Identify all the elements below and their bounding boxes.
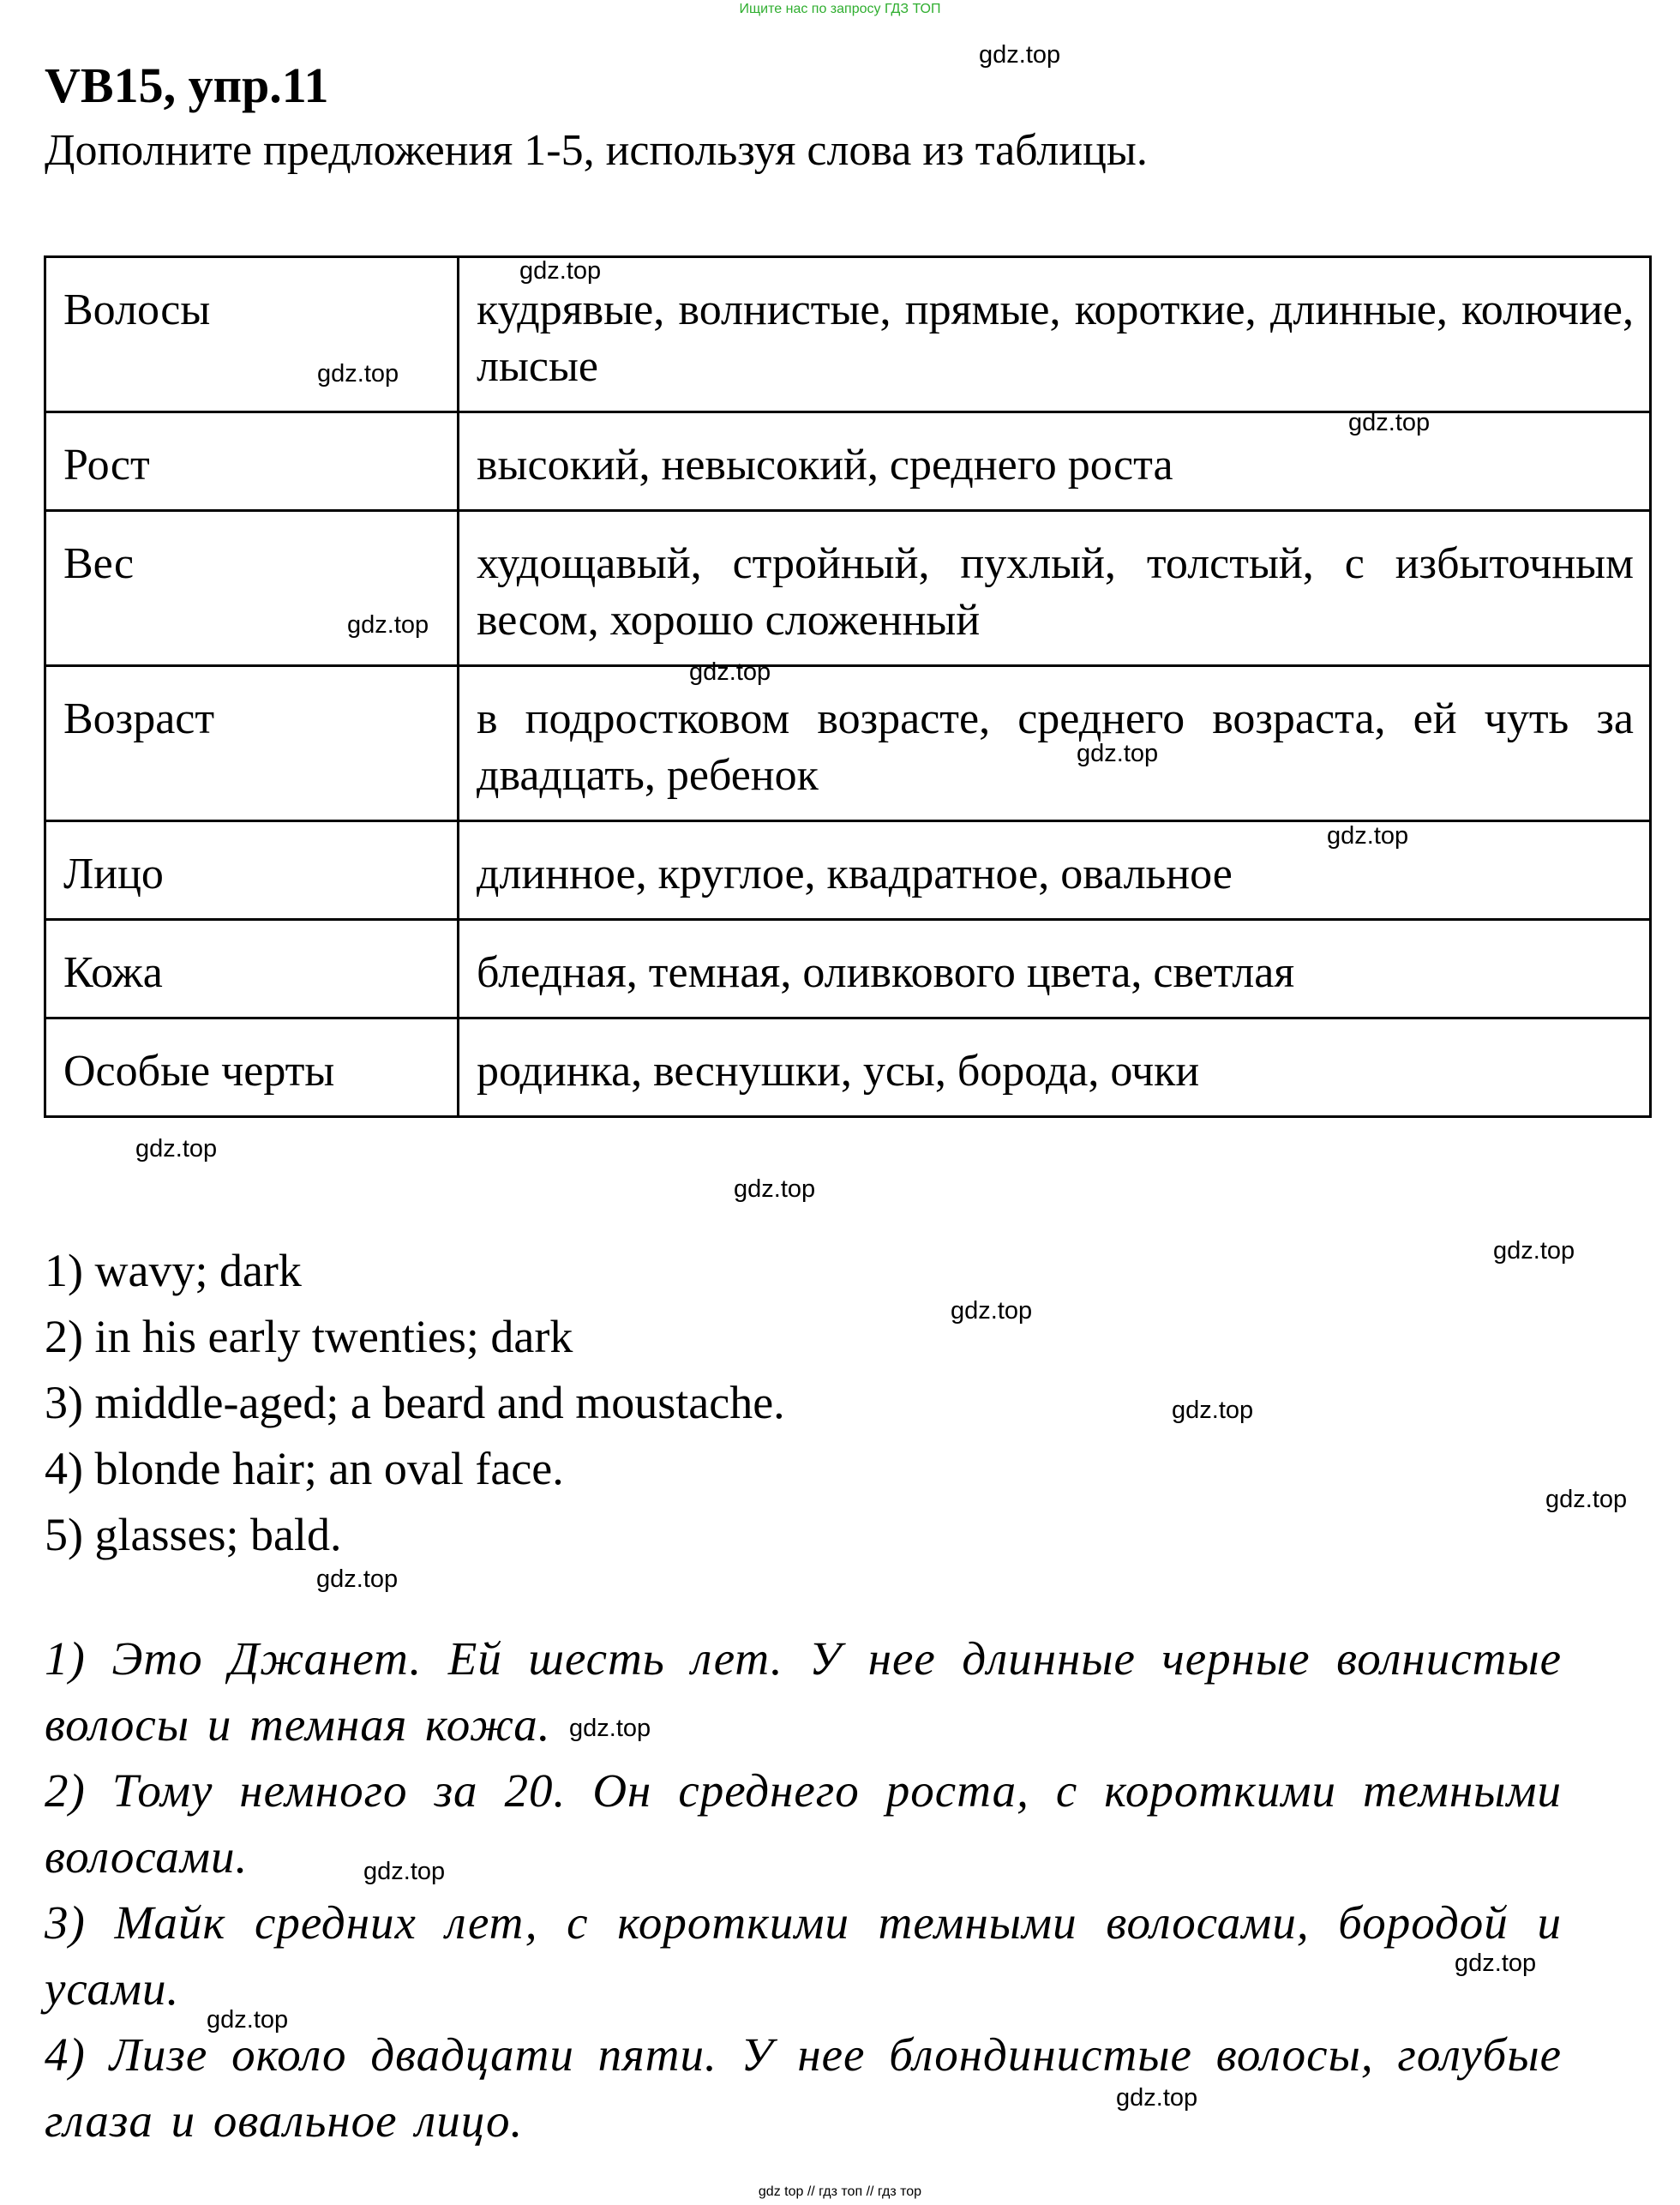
watermark: gdz.top [734, 1175, 816, 1203]
translation-list [45, 1625, 1562, 2154]
watermark: gdz.top [363, 1858, 446, 1885]
answer-item: 3) middle-aged; a beard and moustache. [45, 1377, 785, 1428]
table-cell-category: Кожа [45, 920, 459, 1018]
table-cell-category: Лицо [45, 821, 459, 920]
table-cell-category: Вес [45, 511, 459, 666]
watermark: gdz.top [979, 41, 1061, 69]
table-cell-values: длинное, круглое, квадратное, овальное [459, 821, 1651, 920]
table-cell-category: Особые черты [45, 1018, 459, 1117]
table-cell-category: Рост [45, 412, 459, 511]
watermark: gdz.top [207, 2006, 289, 2034]
table-cell-category: Волосы [45, 257, 459, 412]
table-cell-values: бледная, темная, оливкового цвета, светлая [459, 920, 1651, 1018]
watermark: gdz.top [316, 1565, 399, 1593]
table-row [45, 511, 1651, 666]
table-row [45, 920, 1651, 1018]
table-row [45, 1018, 1651, 1117]
answer-item: 5) glasses; bald. [45, 1509, 342, 1560]
table-row [45, 666, 1651, 821]
answer-item: 2) in his early twenties; dark [45, 1311, 573, 1362]
table-cell-values: высокий, невысокий, среднего роста [459, 412, 1651, 511]
watermark: gdz.top [1545, 1486, 1628, 1513]
table-cell-values: в подростковом возрасте, среднего возраста, ей чуть за двадцать, ребенок [459, 666, 1651, 821]
vocabulary-table [44, 255, 1652, 1118]
watermark: gdz.top [1327, 822, 1409, 850]
watermark: gdz.top [1116, 2084, 1198, 2112]
watermark: gdz.top [519, 257, 602, 285]
answer-list [45, 1238, 785, 1568]
translation-item: 2) Тому немного за 20. Он среднего роста, с короткими темными волосами. [45, 1764, 1562, 1883]
answer-item: 4) blonde hair; an oval face. [45, 1443, 564, 1494]
translation-item: 4) Лизе около двадцати пяти. У нее блондинистые волосы, голубые глаза и овальное лицо. [45, 2028, 1562, 2147]
search-hint-banner: Ищите нас по запросу ГДЗ ТОП [739, 2, 941, 16]
footer-watermark: gdz top // гдз топ // гдз тор [758, 2184, 922, 2199]
table-cell-values: кудрявые, волнистые, прямые, короткие, длинные, колючие, лысые [459, 257, 1651, 412]
watermark: gdz.top [1172, 1397, 1254, 1424]
table-row [45, 821, 1651, 920]
translation-item: 3) Майк средних лет, с короткими темными волосами, бородой и усами. [45, 1896, 1562, 2015]
watermark: gdz.top [1493, 1237, 1575, 1265]
table-cell-values: родинка, веснушки, усы, борода, очки [459, 1018, 1651, 1117]
answer-item: 1) wavy; dark [45, 1245, 302, 1296]
table-cell-values: худощавый, стройный, пухлый, толстый, с избыточным весом, хорошо сложенный [459, 511, 1651, 666]
translation-item: 1) Это Джанет. Ей шесть лет. У нее длинные черные волнистые волосы и темная кожа. [45, 1632, 1562, 1751]
watermark: gdz.top [1348, 409, 1431, 436]
watermark: gdz.top [951, 1297, 1033, 1325]
watermark: gdz.top [135, 1135, 218, 1163]
table-cell-category: Возраст [45, 666, 459, 821]
table-row [45, 257, 1651, 412]
watermark: gdz.top [1077, 740, 1159, 767]
watermark: gdz.top [569, 1715, 651, 1742]
exercise-instruction: Дополните предложения 1-5, используя слова из таблицы. [45, 126, 1148, 175]
watermark: gdz.top [347, 611, 429, 639]
watermark: gdz.top [689, 658, 771, 686]
watermark: gdz.top [1455, 1950, 1537, 1977]
exercise-title: VB15, упр.11 [45, 57, 329, 113]
watermark: gdz.top [317, 360, 399, 388]
